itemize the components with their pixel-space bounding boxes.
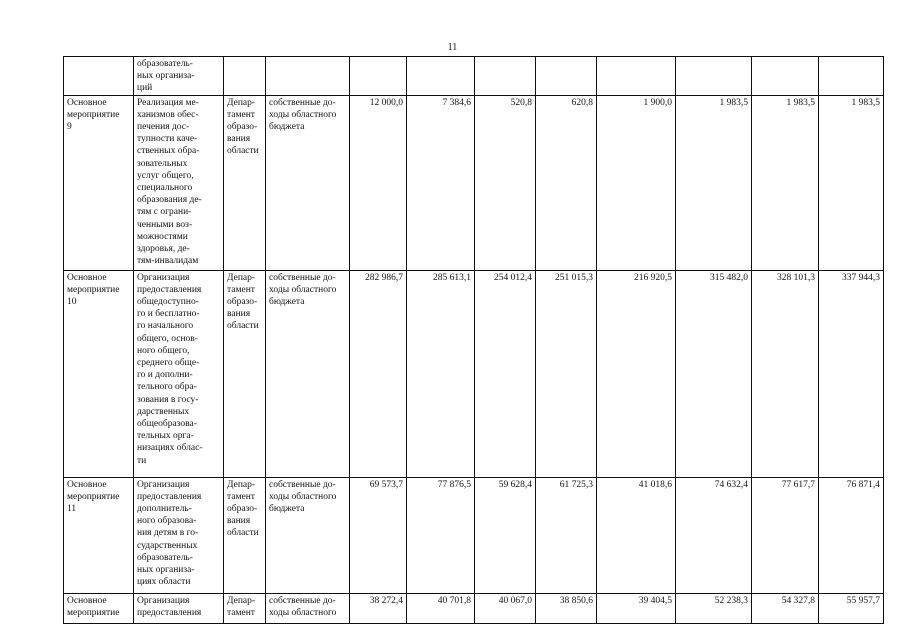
funding-source-cell: собственные до- ходы областного бюджета — [266, 95, 350, 270]
value-cell: 337 944,3 — [819, 270, 884, 477]
value-cell: 41 018,6 — [597, 477, 676, 593]
value-cell — [597, 57, 676, 96]
executor-cell: Депар- тамент образо- вания области — [224, 270, 266, 477]
page-number: 11 — [447, 42, 458, 53]
value-cell: 328 101,3 — [752, 270, 819, 477]
value-cell: 52 238,3 — [676, 593, 752, 623]
table-row — [64, 477, 884, 593]
executor-cell — [224, 57, 266, 96]
measure-label-cell — [64, 57, 134, 96]
value-cell: 620,8 — [536, 95, 597, 270]
measure-name-cell: Реализация ме- ханизмов обес- печения дос- тупности каче- ственных обра- зовательных услуг общего, специального образования де- тям с ограни- ченными воз- можностями здоровья, де- тям-инвалидам — [134, 95, 224, 270]
executor-cell: Депар- тамент образо- вания области — [224, 477, 266, 593]
value-cell — [536, 57, 597, 96]
value-cell: 1 900,0 — [597, 95, 676, 270]
value-cell: 40 701,8 — [407, 593, 475, 623]
value-cell: 61 725,3 — [536, 477, 597, 593]
funding-source-cell: собственные до- ходы областного бюджета — [266, 477, 350, 593]
value-cell: 59 628,4 — [475, 477, 536, 593]
value-cell: 77 617,7 — [752, 477, 819, 593]
measure-label-cell: Основное мероприятие 10 — [64, 270, 134, 477]
value-cell: 1 983,5 — [752, 95, 819, 270]
value-cell — [752, 57, 819, 96]
value-cell: 69 573,7 — [350, 477, 407, 593]
value-cell — [819, 57, 884, 96]
value-cell: 40 067,0 — [475, 593, 536, 623]
measure-name-cell: Организация предоставления дополнитель- ного образова- ния детям в го- сударственных образователь- ных организа- циях области — [134, 477, 224, 593]
value-cell — [676, 57, 752, 96]
measure-name-cell: Организация предоставления — [134, 593, 224, 623]
executor-cell: Депар- тамент — [224, 593, 266, 623]
value-cell: 74 632,4 — [676, 477, 752, 593]
table-row — [64, 270, 884, 477]
value-cell: 315 482,0 — [676, 270, 752, 477]
measure-name-cell: Организация предоставления общедоступно- го и бесплатно- го начального общего, основ- ного общего, среднего обще- го и дополни- тельного обра- зования в госу- дарственных общеобразова- тельных орга- низациях облас- ти — [134, 270, 224, 477]
budget-table — [63, 56, 884, 624]
measure-name-cell: образователь- ных организа- ций — [134, 57, 224, 96]
value-cell: 285 613,1 — [407, 270, 475, 477]
value-cell: 38 272,4 — [350, 593, 407, 623]
value-cell: 251 015,3 — [536, 270, 597, 477]
measure-label-cell: Основное мероприятие 9 — [64, 95, 134, 270]
value-cell — [350, 57, 407, 96]
value-cell: 55 957,7 — [819, 593, 884, 623]
table-row — [64, 95, 884, 270]
value-cell: 1 983,5 — [676, 95, 752, 270]
executor-cell: Депар- тамент образо- вания области — [224, 95, 266, 270]
value-cell: 216 920,5 — [597, 270, 676, 477]
value-cell: 77 876,5 — [407, 477, 475, 593]
value-cell: 12 000,0 — [350, 95, 407, 270]
table-row — [64, 57, 884, 96]
value-cell: 38 850,6 — [536, 593, 597, 623]
table-row — [64, 593, 884, 623]
measure-label-cell: Основное мероприятие 11 — [64, 477, 134, 593]
value-cell: 54 327,8 — [752, 593, 819, 623]
value-cell: 520,8 — [475, 95, 536, 270]
value-cell: 76 871,4 — [819, 477, 884, 593]
value-cell: 282 986,7 — [350, 270, 407, 477]
value-cell: 254 012,4 — [475, 270, 536, 477]
value-cell — [407, 57, 475, 96]
funding-source-cell: собственные до- ходы областного — [266, 593, 350, 623]
value-cell — [475, 57, 536, 96]
funding-source-cell: собственные до- ходы областного бюджета — [266, 270, 350, 477]
value-cell: 7 384,6 — [407, 95, 475, 270]
value-cell: 1 983,5 — [819, 95, 884, 270]
measure-label-cell: Основное мероприятие — [64, 593, 134, 623]
funding-source-cell — [266, 57, 350, 96]
value-cell: 39 404,5 — [597, 593, 676, 623]
